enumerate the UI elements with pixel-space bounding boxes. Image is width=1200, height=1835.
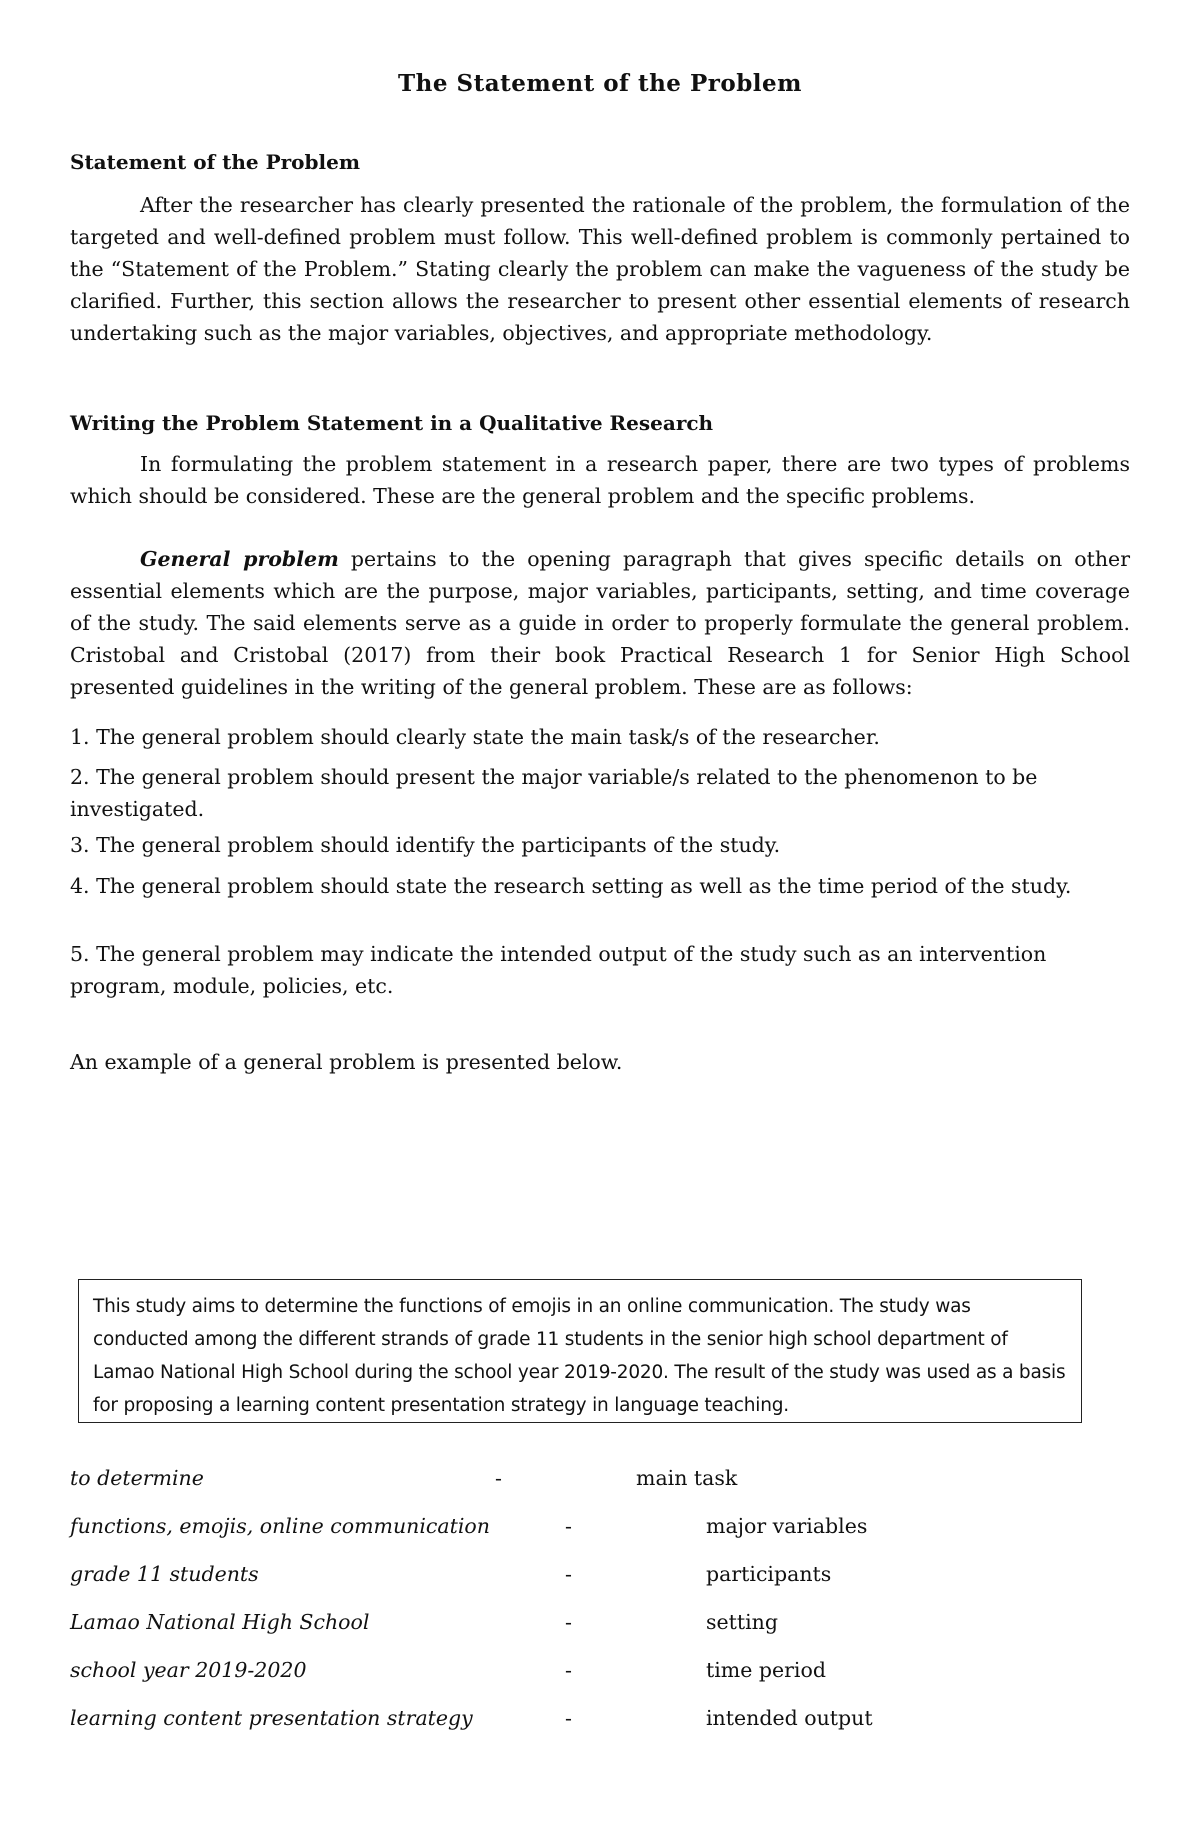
guideline-item: 1. The general problem should clearly state the main task/s of the researcher. (70, 725, 880, 749)
general-problem-description: pertains to the opening paragraph that gives specific details on other essential elements which are the purpose, major variables, participants, setting, and time coverage of the study. The said elements serve as a guide in order to properly formulate the general problem. Cristobal and Cristobal (2017) from their book Practical Research 1 for Senior High School presented guidelines in the writing of the general problem. These are as follows: (70, 547, 1130, 699)
example-box: This study aims to determine the functions of emojis in an online communication. The study was conducted among the different strands of grade 11 students in the senior high school department of Lamao National High School during the school year 2019-2020. The result of the study was used as a basis for proposing a learning content presentation strategy in language teaching. (78, 1279, 1082, 1423)
mapping-dash: - (565, 1514, 572, 1538)
mapping-dash: - (565, 1658, 572, 1682)
mapping-role: participants (706, 1562, 832, 1586)
mapping-row (70, 1514, 1130, 1562)
guideline-item: 3. The general problem should identify the participants of the study. (70, 833, 781, 857)
mapping-role: intended output (706, 1706, 873, 1730)
general-problem-paragraph (70, 543, 1130, 703)
general-problem-term: General problem (140, 547, 339, 571)
mapping-row (70, 1706, 1130, 1754)
mapping-dash: - (565, 1610, 572, 1634)
mapping-role: time period (706, 1658, 826, 1682)
element-mapping-list (70, 1466, 1130, 1754)
section-heading-qualitative: Writing the Problem Statement in a Qualitative Research (70, 411, 714, 435)
section-heading-statement: Statement of the Problem (70, 150, 360, 174)
mapping-term: to determine (70, 1466, 204, 1490)
mapping-row (70, 1562, 1130, 1610)
statement-paragraph: After the researcher has clearly presented the rationale of the problem, the formulation of the targeted and well-defined problem must follow. This well-defined problem is commonly pertained to the “Statement of the Problem.” Stating clearly the problem can make the vagueness of the study be clarified. Further, this section allows the researcher to present other essential elements of research undertaking such as the major variables, objectives, and appropriate methodology. (70, 193, 1130, 345)
guideline-item: 2. The general problem should present the major variable/s related to the phenomenon to be investigated. (70, 765, 1038, 821)
mapping-row (70, 1658, 1130, 1706)
mapping-dash: - (565, 1706, 572, 1730)
mapping-role: major variables (706, 1514, 868, 1538)
page-title: The Statement of the Problem (398, 70, 802, 97)
guideline-item: 5. The general problem may indicate the intended output of the study such as an intervention program, module, policies, etc. (70, 942, 1047, 998)
mapping-dash: - (565, 1562, 572, 1586)
mapping-term: learning content presentation strategy (70, 1706, 473, 1730)
mapping-role: main task (636, 1466, 738, 1490)
mapping-term: school year 2019-2020 (70, 1658, 307, 1682)
mapping-role: setting (706, 1610, 779, 1634)
example-intro: An example of a general problem is presented below. (70, 1050, 623, 1074)
mapping-term: grade 11 students (70, 1562, 259, 1586)
mapping-row (70, 1610, 1130, 1658)
mapping-dash: - (495, 1466, 502, 1490)
mapping-term: Lamao National High School (70, 1610, 370, 1634)
mapping-term: functions, emojis, online communication (70, 1514, 490, 1538)
mapping-row (70, 1466, 1130, 1514)
problem-types-paragraph: In formulating the problem statement in a research paper, there are two types of problems which should be considered. These are the general problem and the specific problems. (70, 452, 1130, 508)
guideline-item: 4. The general problem should state the research setting as well as the time period of the study. (70, 874, 1072, 898)
